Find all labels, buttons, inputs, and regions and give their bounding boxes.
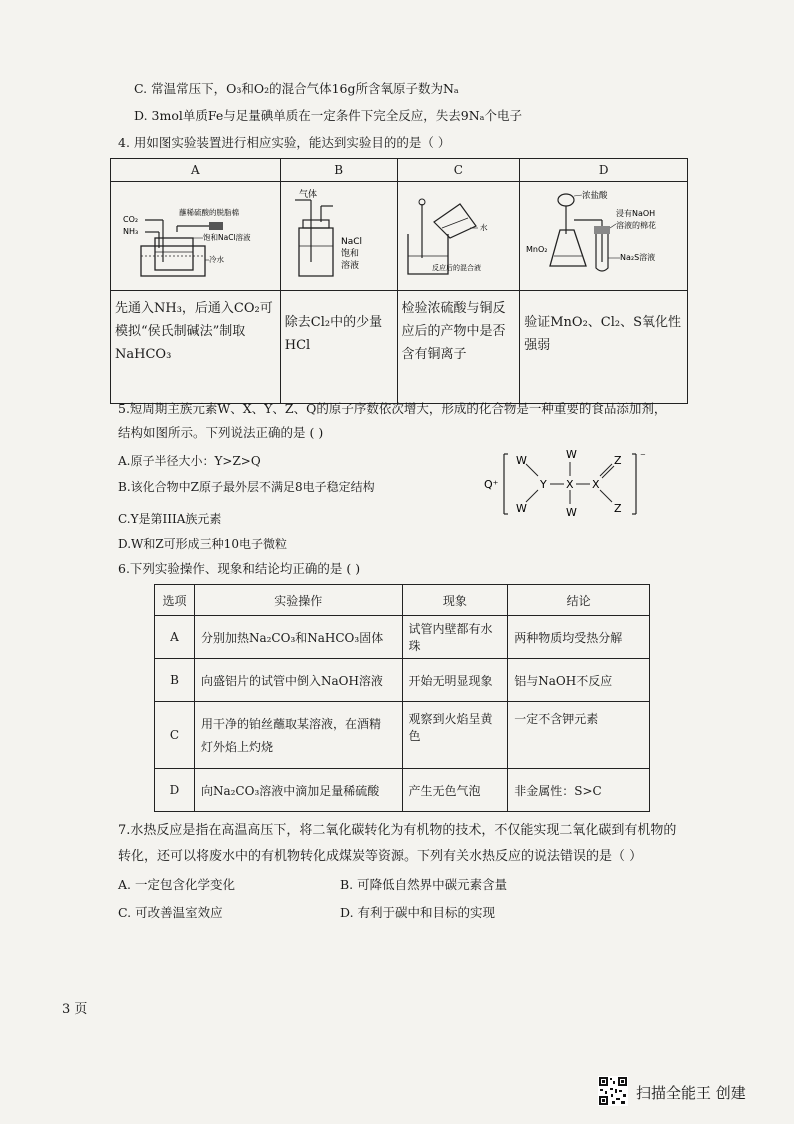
d-cotton-label-1: 浸有NaOH	[616, 209, 656, 218]
q6-header-operation: 实验操作	[194, 585, 402, 616]
q4-table	[110, 158, 688, 404]
q6-row-a-option: A	[155, 616, 195, 659]
q4-header-d: D	[520, 159, 688, 182]
q6-row-c-conclusion: 一定不含钾元素	[508, 702, 650, 769]
page-number: 3 页	[62, 1002, 88, 1017]
q7-option-c: C. 可改善温室效应	[118, 905, 223, 920]
q6-row-c-operation-line2: 灯外焰上灼烧	[200, 740, 273, 754]
scanner-brand-label: 扫描全能王 创建	[636, 1084, 746, 1102]
q6-row-d-operation: 向Na₂CO₃溶液中滴加足量稀硫酸	[194, 769, 402, 812]
c-water-label: 水	[479, 223, 487, 232]
q7-option-a: A. 一定包含化学变化	[118, 877, 235, 892]
q4-text-a	[111, 291, 281, 404]
struct-z2: Z	[614, 502, 622, 515]
d-acid-label: 浓盐酸	[582, 191, 608, 201]
apparatus-d-diagram	[520, 182, 686, 286]
apparatus-c-diagram	[398, 182, 519, 286]
q6-row-b-phenomenon: 开始无明显现象	[402, 659, 508, 702]
d-na2s-label: Na₂S溶液	[620, 253, 656, 262]
q6-header-option: 选项	[155, 585, 195, 616]
q6-row-c-option: C	[155, 702, 195, 769]
q4-text-c-line3: 含有铜离子	[401, 347, 467, 362]
q4-apparatus-c	[397, 182, 520, 291]
q5-structure-diagram	[480, 448, 650, 518]
b-sat-label: 饱和	[340, 249, 359, 259]
q4-stem: 4. 用如图实验装置进行相应实验，能达到实验目的的是（ ）	[118, 135, 451, 150]
q4-text-d-line2: 强弱	[524, 338, 551, 353]
q5-option-a: A.原子半径大小：Y>Z>Q	[118, 454, 261, 468]
q4-text-b	[280, 291, 397, 404]
b-sol-label: 溶液	[340, 261, 359, 271]
q6-row-d-option: D	[155, 769, 195, 812]
q4-text-d	[520, 291, 688, 404]
q4-text-a-line2: 模拟“侯氏制碱法”制取	[115, 324, 246, 339]
b-gas-label: 气体	[298, 190, 317, 200]
c-mix-label: 反应后的混合液	[431, 264, 481, 272]
q6-row-c	[155, 702, 650, 769]
q4-text-b-line1: 除去Cl₂中的少量	[284, 315, 383, 330]
q6-row-d-phenomenon: 产生无色气泡	[402, 769, 508, 812]
q5-stem-line1: 5.短周期主族元素W、X、Y、Z、Q的原子序数依次增大，形成的化合物是一种重要的食品添加剂，	[118, 401, 667, 416]
q6-row-d-conclusion: 非金属性：S>C	[508, 769, 650, 812]
q7-stem-line2: 转化，还可以将废水中的有机物转化成煤炭等资源。下列有关水热反应的说法错误的是（ ）	[118, 849, 643, 864]
q6-row-b-option: B	[155, 659, 195, 702]
q4-text-a-line1: 先通入NH₃，后通入CO₂可	[115, 301, 273, 316]
q6-row-a-phenomenon: 试管内壁都有水珠	[402, 616, 508, 659]
a-co2-label: CO₂	[123, 215, 139, 224]
q3-option-d: D. 3mol单质Fe与足量碘单质在一定条件下完全反应，失去9Nₐ个电子	[134, 108, 522, 123]
q4-header-b: B	[280, 159, 397, 182]
q5-stem-line2: 结构如图所示。下列说法正确的是 ( )	[118, 425, 324, 440]
d-mno2-label: MnO₂	[526, 245, 548, 254]
q4-apparatus-b	[280, 182, 397, 291]
a-water-label: 冷水	[209, 255, 224, 264]
q6-header-conclusion: 结论	[508, 585, 650, 616]
q6-row-a-operation: 分别加热Na₂CO₃和NaHCO₃固体	[194, 616, 402, 659]
q3-option-c: C. 常温常压下，O₃和O₂的混合气体16g所含氧原子数为Nₐ	[134, 81, 459, 96]
q6-row-c-operation-line1: 用干净的铂丝蘸取某溶液，在酒精	[200, 717, 381, 731]
q7-stem-line1: 7.水热反应是指在高温高压下，将二氧化碳转化为有机物的技术，不仅能实现二氧化碳到有机物的	[118, 823, 677, 838]
struct-w4: W	[566, 506, 577, 518]
q4-text-b-line2: HCl	[284, 338, 311, 353]
apparatus-a-diagram	[111, 182, 279, 286]
q6-row-b-operation: 向盛铝片的试管中倒入NaOH溶液	[194, 659, 402, 702]
a-cotton-label: 蘸稀硫酸的脱脂棉	[179, 208, 239, 217]
q5-option-c: C.Y是第IIIA族元素	[118, 512, 222, 526]
q4-text-d-line1: 验证MnO₂、Cl₂、S氧化性	[524, 315, 682, 330]
struct-z1: Z	[614, 454, 622, 467]
apparatus-b-diagram	[281, 182, 396, 286]
struct-w1: W	[516, 454, 527, 467]
q6-row-a	[155, 616, 650, 659]
q4-text-a-line3: NaHCO₃	[115, 347, 172, 362]
q6-stem: 6.下列实验操作、现象和结论均正确的是 ( )	[118, 561, 361, 576]
struct-cation: Q⁺	[484, 478, 499, 491]
q4-apparatus-a	[111, 182, 281, 291]
q6-row-c-operation	[194, 702, 402, 769]
q4-text-c	[397, 291, 520, 404]
q6-header-phenomenon: 现象	[402, 585, 508, 616]
struct-x2: X	[592, 478, 600, 491]
q4-apparatus-d	[520, 182, 688, 291]
q6-row-d	[155, 769, 650, 812]
struct-w3: W	[566, 448, 577, 461]
q4-text-c-line2: 应后的产物中是否	[401, 324, 506, 339]
a-nh3-label: NH₃	[123, 227, 139, 236]
q5-option-b: B.该化合物中Z原子最外层不满足8电子稳定结构	[118, 480, 375, 494]
a-solution-label: 饱和NaCl溶液	[203, 233, 251, 242]
q5-option-d: D.W和Z可形成三种10电子微粒	[118, 537, 287, 551]
q6-row-a-conclusion: 两种物质均受热分解	[508, 616, 650, 659]
q6-table	[154, 584, 650, 812]
q4-header-c: C	[397, 159, 520, 182]
q4-header-a: A	[111, 159, 281, 182]
struct-charge: ⁻	[640, 450, 646, 463]
d-cotton-label-2: 溶液的棉花	[616, 221, 657, 230]
q7-option-d: D. 有利于碳中和目标的实现	[340, 905, 496, 920]
qr-code-icon	[598, 1076, 628, 1106]
q6-row-b-conclusion: 铝与NaOH不反应	[508, 659, 650, 702]
struct-w2: W	[516, 502, 527, 515]
struct-y: Y	[540, 478, 547, 491]
struct-x1: X	[566, 478, 574, 491]
q6-row-b	[155, 659, 650, 702]
q4-text-c-line1: 检验浓硫酸与铜反	[401, 301, 506, 316]
q7-option-b: B. 可降低自然界中碳元素含量	[340, 877, 508, 892]
b-nacl-label: NaCl	[340, 237, 362, 247]
q6-row-c-phenomenon: 观察到火焰呈黄色	[402, 702, 508, 769]
